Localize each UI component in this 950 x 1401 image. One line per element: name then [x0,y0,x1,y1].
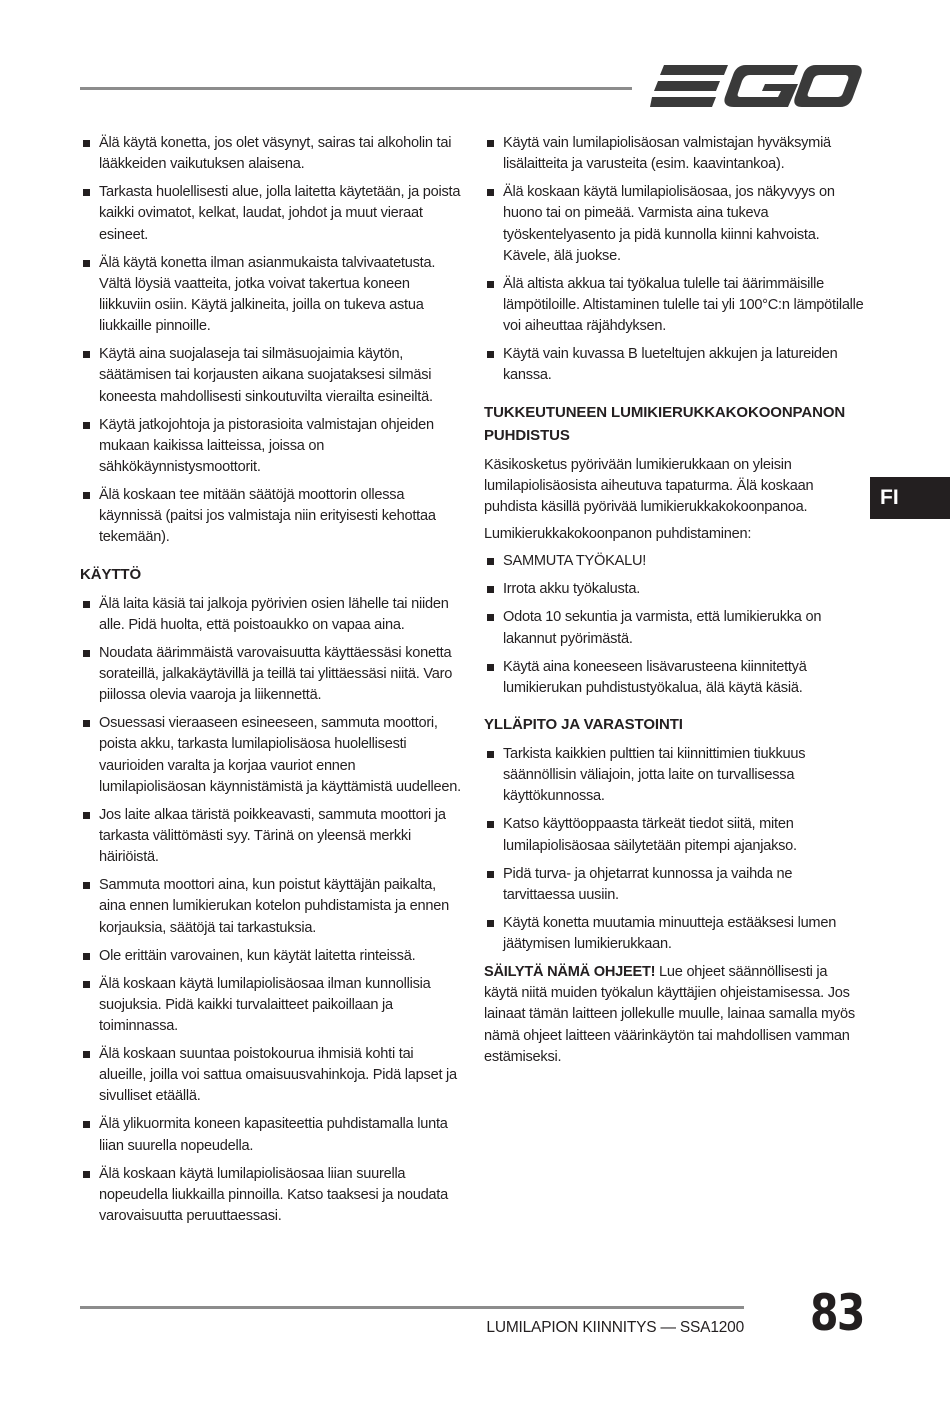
list-item: Käytä vain lumilapiolisäosan valmistajan hyväksymiä lisälaitteita ja varusteita (esim. kaavintankoa). [484,133,864,175]
list-item: Osuessasi vieraaseen esineeseen, sammuta moottori, poista akku, tarkasta lumilapiolisäosa huolellisesti vaurioiden varalta ja korjaa vauriot ennen lumilapiolisäosan käynnistämistä ja käyttämistä uudelleen. [80,713,464,798]
bullet-icon [83,140,90,147]
bullet-icon [83,422,90,429]
clog-intro: Lumikierukkakokoonpanon puhdistaminen: [484,526,752,543]
list-item: Tarkista kaikkien pulttien tai kiinnittimien tiukkuus säännöllisin väliajoin, jotta laite on turvallisessa käyttökunnossa. [484,744,864,808]
bullet-icon [83,981,90,988]
footer-title: LUMILAPION KIINNITYS — SSA1200 [486,1319,744,1336]
clog-paragraph: Käsikosketus pyörivään lumikierukkaan on yleisin lumilapiolisäosista aiheutuva tapaturma. Älä koskaan puhdista käsillä pyörivää lumikierukkakokoonpanoa. [484,456,814,516]
intro-list [80,133,464,549]
list-item: Irrota akku työkalusta. [484,579,864,600]
bullet-icon [83,1171,90,1178]
bullet-icon [487,586,494,593]
bullet-icon [83,812,90,819]
bullet-icon [83,351,90,358]
list-item: Älä käytä konetta, jos olet väsynyt, sairas tai alkoholin tai lääkkeiden vaikutuksen alaisena. [80,133,464,175]
bullet-icon [487,821,494,828]
maintenance-list [484,744,864,955]
list-item: Älä käytä konetta ilman asianmukaista talvivaatetusta. Vältä löysiä vaatteita, jotka voivat takertua koneen liikkuviin osiin. Käytä jalkineita, joilla on tukeva astua liukkaille pinnoille. [80,253,464,338]
list-item: Noudata äärimmäistä varovaisuutta käyttäessäsi konetta sorateillä, jalkakäytävillä ja teillä tai ylittäessäsi niitä. Varo piilossa olevia vaaroja ja liikennettä. [80,643,464,707]
accessories-list [484,133,864,387]
list-item: Älä koskaan käytä lumilapiolisäosaa, jos näkyvyys on huono tai on pimeää. Varmista aina tukeva työskentelyasento ja pidä kunnolla kiinni kahvoista. Kävele, älä juokse. [484,182,864,267]
section-heading-maintenance: YLLÄPITO JA VARASTOINTI [484,716,683,734]
list-item: Älä koskaan käytä lumilapiolisäosaa liian suurella nopeudella liukkailla pinnoilla. Katso taaksesi ja noudata varovaisuutta peruuttaessasi. [80,1164,464,1228]
bullet-icon [83,189,90,196]
bullet-icon [487,189,494,196]
list-item: Älä laita käsiä tai jalkoja pyörivien osien lähelle tai niiden alle. Pidä huolta, että poistoaukko on vapaa aina. [80,594,464,636]
bullet-icon [83,650,90,657]
bullet-icon [83,601,90,608]
ego-logo [650,62,862,112]
bullet-icon [487,871,494,878]
list-item: Käytä konetta muutamia minuutteja estääksesi lumen jäätymisen lumikierukkaan. [484,913,864,955]
bullet-icon [487,614,494,621]
bullet-icon [83,260,90,267]
clog-steps-list [484,551,864,699]
section-heading-clog: TUKKEUTUNEEN LUMIKIERUKKAKOKOONPANON PUHDISTUS [484,403,846,444]
bullet-icon [83,1121,90,1128]
header-rule [80,87,632,90]
bullet-icon [487,281,494,288]
list-item: Odota 10 sekuntia ja varmista, että lumikierukka on lakannut pyörimästä. [484,607,864,649]
page-number: 83 [810,1284,864,1342]
operation-list [80,594,464,1228]
bullet-icon [83,953,90,960]
bullet-icon [487,920,494,927]
list-item: Pidä turva- ja ohjetarrat kunnossa ja vaihda ne tarvittaessa uusiin. [484,864,864,906]
list-item: Käytä aina suojalaseja tai silmäsuojaimia käytön, säätämisen tai korjausten aikana suojataksesi silmäsi koneesta mahdollisesti sinkoutuvilta vierailta esineiltä. [80,344,464,408]
section-heading-operation: KÄYTTÖ [80,565,142,583]
list-item: Katso käyttöoppaasta tärkeät tiedot siitä, miten lumilapiolisäosaa säilytetään pitempi ajanjakso. [484,814,864,856]
bullet-icon [83,882,90,889]
list-item: Älä altista akkua tai työkalua tulelle tai äärimmäisille lämpötiloille. Altistaminen tulelle tai yli 100°C:n lämpötilalle voi aiheuttaa räjähdyksen. [484,274,864,338]
list-item: Älä koskaan suuntaa poistokourua ihmisiä kohti tai alueille, joilla voi sattua omaisuusvahinkoja. Pidä lapset ja sivulliset etäällä. [80,1044,464,1108]
list-item: Älä ylikuormita koneen kapasiteettia puhdistamalla lunta liian suurella nopeudella. [80,1114,464,1156]
bullet-icon [487,664,494,671]
footer-rule [80,1306,744,1309]
bullet-icon [487,751,494,758]
bullet-icon [487,558,494,565]
bullet-icon [83,1051,90,1058]
right-column [484,133,864,1074]
bullet-icon [487,140,494,147]
list-item: Älä koskaan käytä lumilapiolisäosaa ilman kunnollisia suojuksia. Pidä kaikki turvalaitteet paikoillaan ja toiminnassa. [80,974,464,1038]
save-instructions-paragraph [484,962,864,1068]
bullet-icon [83,492,90,499]
save-instructions-text: Lue ohjeet säännöllisesti ja käytä niitä muiden työkalun käyttäjien ohjeistamisessa. Jos lainaat tämän laitteen jollekulle muulle, lainaa samalla myös nämä ohjeet laitteen väärinkäytön tai mahdollisen vamman estämiseksi. [484,964,855,1065]
list-item: Sammuta moottori aina, kun poistut käyttäjän paikalta, aina ennen lumikierukan kotelon puhdistamista ja ennen korjauksia, säätöjä tai tarkastuksia. [80,875,464,939]
left-column [80,133,464,1234]
bullet-icon [83,720,90,727]
list-item: Ole erittäin varovainen, kun käytät laitetta rinteissä. [80,946,464,967]
language-tab: FI [870,477,950,519]
bullet-icon [487,351,494,358]
list-item: Käytä aina koneeseen lisävarusteena kiinnitettyä lumikierukan puhdistustyökalua, älä käytä käsiä. [484,657,864,699]
list-item: Älä koskaan tee mitään säätöjä moottorin ollessa käynnissä (paitsi jos valmistaja niin erityisesti kehottaa tekemään). [80,485,464,549]
list-item: Käytä jatkojohtoja ja pistorasioita valmistajan ohjeiden mukaan kaikissa laitteissa, joissa on sähkökäynnistysmoottorit. [80,415,464,479]
list-item: Tarkasta huolellisesti alue, jolla laitetta käytetään, ja poista kaikki ovimatot, kelkat, laudat, johdot ja muut vieraat esineet. [80,182,464,246]
list-item: Jos laite alkaa täristä poikkeavasti, sammuta moottori ja tarkasta välittömästi syy. Tärinä on yleensä merkki häiriöistä. [80,805,464,869]
list-item: Käytä vain kuvassa B lueteltujen akkujen ja latureiden kanssa. [484,344,864,386]
list-item: SAMMUTA TYÖKALU! [484,551,864,572]
save-instructions-bold: SÄILYTÄ NÄMÄ OHJEET! [484,964,656,981]
